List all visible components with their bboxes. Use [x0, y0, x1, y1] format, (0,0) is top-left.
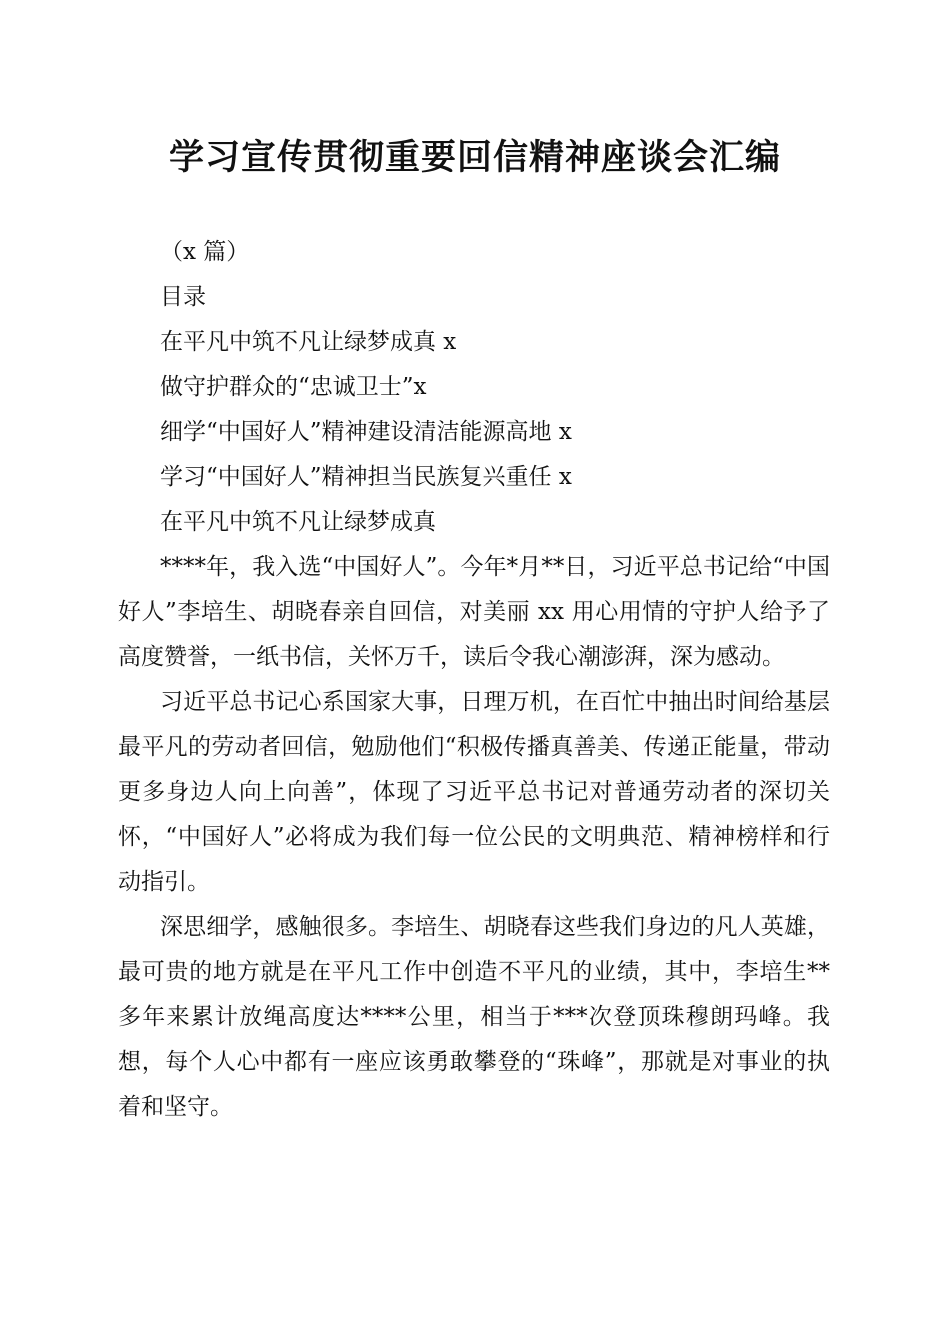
document-title: 学习宣传贯彻重要回信精神座谈会汇编 — [168, 137, 781, 178]
toc-item: 细学“中国好人”精神建设清洁能源高地 x — [160, 419, 572, 445]
toc-heading: 目录 — [160, 284, 206, 310]
body-paragraph: 深思细学，感触很多。李培生、胡晓春这些我们身边的凡人英雄，最可贵的地方就是在平凡工作中创造不平凡的业绩，其中，李培生**多年来累计放绳高度达****公里，相当于***次登顶珠穆朗玛峰。我想，每个人心中都有一座应该勇敢攀登的“珠峰”，那就是对事业的执着和坚守。 — [118, 914, 830, 1120]
document-body — [118, 230, 830, 1130]
body-paragraph: ****年，我入选“中国好人”。今年*月**日，习近平总书记给“中国好人”李培生、胡晓春亲自回信，对美丽 xx 用心用情的守护人给予了高度赞誉，一纸书信，关怀万千，读后令我心潮澎湃，深为感动。 — [118, 554, 830, 670]
count-note: （x 篇） — [160, 239, 250, 265]
toc-item: 做守护群众的“忠诚卫士”x — [160, 374, 427, 400]
body-paragraph: 习近平总书记心系国家大事，日理万机，在百忙中抽出时间给基层最平凡的劳动者回信，勉励他们“积极传播真善美、传递正能量，带动更多身边人向上向善”，体现了习近平总书记对普通劳动者的深切关怀，“中国好人”必将成为我们每一位公民的文明典范、精神榜样和行动指引。 — [118, 689, 830, 895]
toc-item: 学习“中国好人”精神担当民族复兴重任 x — [160, 464, 572, 490]
section-title: 在平凡中筑不凡让绿梦成真 — [160, 509, 436, 535]
toc-item: 在平凡中筑不凡让绿梦成真 x — [160, 329, 457, 355]
